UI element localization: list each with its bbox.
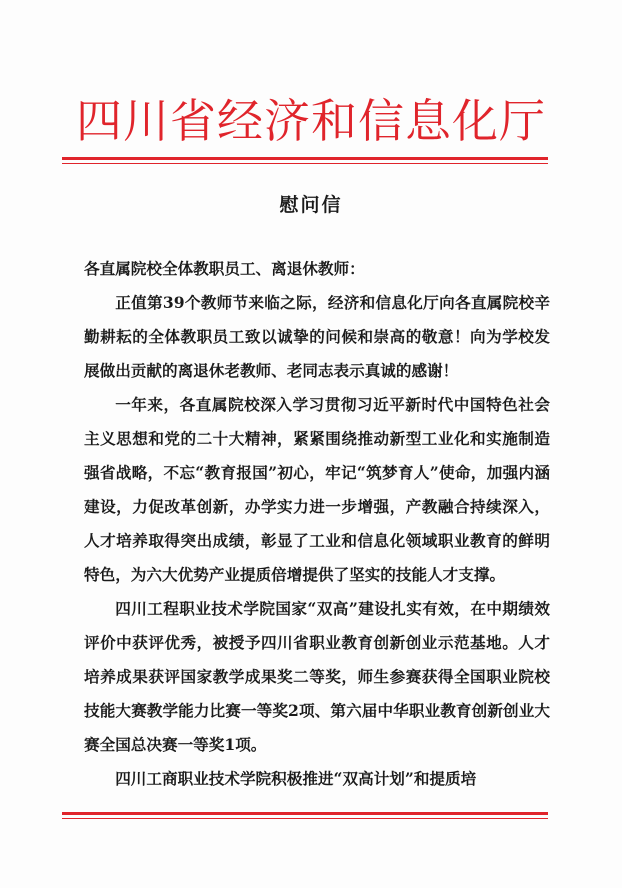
letterhead-rule-thick: [62, 157, 548, 160]
document-title: 慰问信: [279, 194, 343, 216]
footer-rule-thin: [62, 818, 548, 819]
body-paragraph: 正值第39个教师节来临之际，经济和信息化厅向各直属院校辛勤耕耘的全体教职员工致以诚挚的问候和崇高的敬意！向为学校发展做出贡献的离退休老教师、老同志表示真诚的感谢！: [84, 293, 550, 380]
body-paragraph: 一年来，各直属院校深入学习贯彻习近平新时代中国特色社会主义思想和党的二十大精神，紧紧围绕推动新型工业化和实施制造强省战略，不忘“教育报国”初心，牢记“筑梦育人”使命，加强内涵建设，力促改革创新，办学实力进一步增强，产教融合持续深入，人才培养取得突出成绩，彰显了工业和信息化领域职业教育的鲜明特色，为六大优势产业提质倍增提供了坚实的技能人才支撑。: [84, 395, 550, 584]
body-paragraph: 四川工程职业技术学院国家“双高”建设扎实有效，在中期绩效评价中获评优秀，被授予四川省职业教育创新创业示范基地。人才培养成果获评国家教学成果奖二等奖，师生参赛获得全国职业院校技能大赛教学能力比赛一等奖2项、第六届中华职业教育创新创业大赛全国总决赛一等奖1项。: [84, 599, 550, 754]
document-body: [84, 252, 550, 796]
letterhead-org-name: 四川省经济和信息化厅: [76, 94, 546, 148]
letterhead-rule-thin: [62, 163, 548, 164]
footer-rule-thick: [62, 812, 548, 815]
salutation: 各直属院校全体教职员工、离退休教师：: [84, 259, 365, 278]
body-paragraph: 四川工商职业技术学院积极推进“双高计划”和提质培: [115, 769, 477, 788]
